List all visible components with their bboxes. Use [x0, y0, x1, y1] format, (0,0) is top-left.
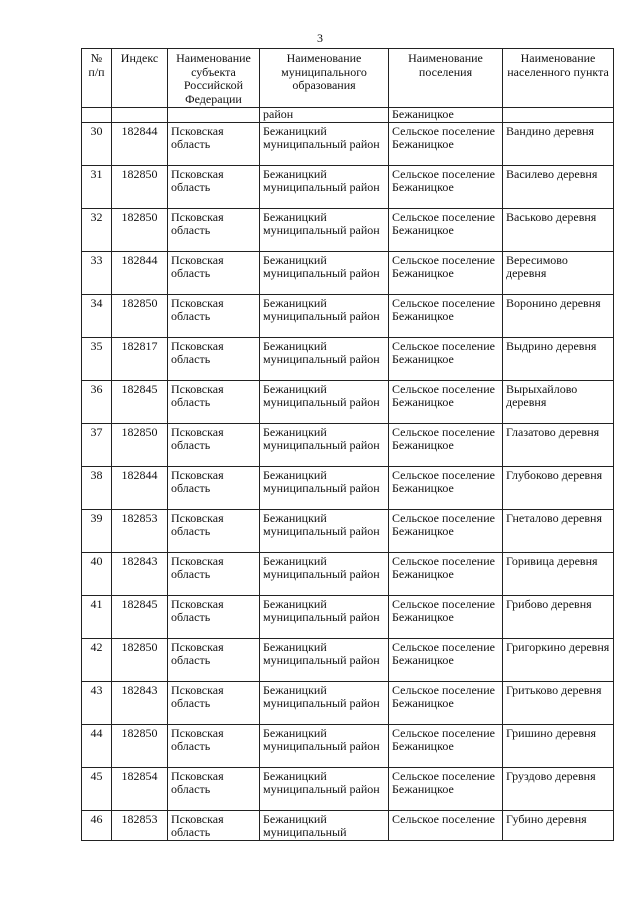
locality-table	[81, 48, 614, 841]
cell-settlement: Сельское поселение Бежаницкое	[389, 638, 503, 681]
cell-settlement: Сельское поселение Бежаницкое	[389, 595, 503, 638]
cell-settlement: Сельское поселение Бежаницкое	[389, 681, 503, 724]
table-row	[82, 552, 614, 595]
cell-index: 182844	[112, 466, 168, 509]
cell-municipality: Бежаницкий муниципальный район	[260, 638, 389, 681]
cell-num: 32	[82, 208, 112, 251]
cell-index: 182850	[112, 294, 168, 337]
cell-num: 38	[82, 466, 112, 509]
cell-subject: Псковская область	[168, 767, 260, 810]
header-locality: Наименование населенного пункта	[503, 49, 614, 108]
cell-municipality: Бежаницкий муниципальный район	[260, 380, 389, 423]
table-row	[82, 638, 614, 681]
cell-index: 182845	[112, 595, 168, 638]
cell-subject: Псковская область	[168, 681, 260, 724]
cell-num: 43	[82, 681, 112, 724]
cell-municipality: Бежаницкий муниципальный район	[260, 767, 389, 810]
table-row	[82, 251, 614, 294]
cell-num: 34	[82, 294, 112, 337]
cell-index: 182845	[112, 380, 168, 423]
table-row	[82, 595, 614, 638]
cell-subject: Псковская область	[168, 337, 260, 380]
cell-index	[112, 108, 168, 123]
table-row	[82, 165, 614, 208]
header-num: № п/п	[82, 49, 112, 108]
cell-locality: Груздово деревня	[503, 767, 614, 810]
header-settlement: Наименование поселения	[389, 49, 503, 108]
cell-num	[82, 108, 112, 123]
cell-index: 182850	[112, 208, 168, 251]
cell-subject: Псковская область	[168, 122, 260, 165]
cell-settlement: Сельское поселение Бежаницкое	[389, 767, 503, 810]
cell-index: 182850	[112, 638, 168, 681]
cell-settlement: Сельское поселение Бежаницкое	[389, 122, 503, 165]
cell-locality: Григоркино деревня	[503, 638, 614, 681]
cell-num: 37	[82, 423, 112, 466]
cell-locality: Горивица деревня	[503, 552, 614, 595]
cell-municipality: Бежаницкий муниципальный район	[260, 294, 389, 337]
cell-subject: Псковская область	[168, 595, 260, 638]
cell-settlement: Сельское поселение Бежаницкое	[389, 509, 503, 552]
cell-locality	[503, 108, 614, 123]
cell-municipality: Бежаницкий муниципальный район	[260, 466, 389, 509]
cell-subject: Псковская область	[168, 380, 260, 423]
cell-subject: Псковская область	[168, 208, 260, 251]
cell-num: 36	[82, 380, 112, 423]
cell-settlement: Сельское поселение Бежаницкое	[389, 423, 503, 466]
cell-num: 44	[82, 724, 112, 767]
header-municipality: Наименование муниципального образования	[260, 49, 389, 108]
cell-locality: Вырыхайлово деревня	[503, 380, 614, 423]
table-header-row	[82, 49, 614, 108]
cell-index: 182854	[112, 767, 168, 810]
cell-municipality: Бежаницкий муниципальный район	[260, 423, 389, 466]
cell-locality: Вандино деревня	[503, 122, 614, 165]
cell-locality: Васьково деревня	[503, 208, 614, 251]
cell-municipality: Бежаницкий муниципальный район	[260, 595, 389, 638]
cell-locality: Глубоково деревня	[503, 466, 614, 509]
cell-num: 39	[82, 509, 112, 552]
header-subject: Наименование субъекта Российской Федерации	[168, 49, 260, 108]
cell-settlement: Сельское поселение Бежаницкое	[389, 294, 503, 337]
cell-municipality: Бежаницкий муниципальный район	[260, 337, 389, 380]
cell-settlement: Сельское поселение Бежаницкое	[389, 165, 503, 208]
cell-subject: Псковская область	[168, 638, 260, 681]
cell-municipality: Бежаницкий муниципальный район	[260, 208, 389, 251]
table-row	[82, 122, 614, 165]
table-row	[82, 466, 614, 509]
cell-municipality: Бежаницкий муниципальный район	[260, 681, 389, 724]
table-row-continuation	[82, 108, 614, 123]
table-row	[82, 337, 614, 380]
cell-index: 182850	[112, 724, 168, 767]
cell-subject: Псковская область	[168, 165, 260, 208]
table-body	[82, 108, 614, 841]
cell-settlement: Сельское поселение Бежаницкое	[389, 466, 503, 509]
cell-subject: Псковская область	[168, 466, 260, 509]
cell-municipality: Бежаницкий муниципальный	[260, 810, 389, 840]
cell-municipality: Бежаницкий муниципальный район	[260, 552, 389, 595]
cell-municipality: Бежаницкий муниципальный район	[260, 165, 389, 208]
cell-subject: Псковская область	[168, 423, 260, 466]
cell-municipality: Бежаницкий муниципальный район	[260, 122, 389, 165]
cell-locality: Губино деревня	[503, 810, 614, 840]
cell-subject: Псковская область	[168, 294, 260, 337]
cell-municipality: район	[260, 108, 389, 123]
cell-locality: Глазатово деревня	[503, 423, 614, 466]
cell-settlement: Сельское поселение Бежаницкое	[389, 251, 503, 294]
cell-index: 182853	[112, 810, 168, 840]
cell-municipality: Бежаницкий муниципальный район	[260, 251, 389, 294]
cell-index: 182850	[112, 423, 168, 466]
cell-index: 182843	[112, 681, 168, 724]
cell-locality: Вересимово деревня	[503, 251, 614, 294]
cell-index: 182843	[112, 552, 168, 595]
cell-num: 35	[82, 337, 112, 380]
cell-index: 182850	[112, 165, 168, 208]
cell-num: 46	[82, 810, 112, 840]
cell-locality: Грибово деревня	[503, 595, 614, 638]
cell-settlement: Сельское поселение Бежаницкое	[389, 724, 503, 767]
cell-num: 45	[82, 767, 112, 810]
cell-num: 40	[82, 552, 112, 595]
cell-index: 182853	[112, 509, 168, 552]
cell-num: 30	[82, 122, 112, 165]
cell-locality: Выдрино деревня	[503, 337, 614, 380]
table-row	[82, 423, 614, 466]
cell-municipality: Бежаницкий муниципальный район	[260, 509, 389, 552]
table-row	[82, 380, 614, 423]
cell-index: 182844	[112, 122, 168, 165]
cell-locality: Василево деревня	[503, 165, 614, 208]
cell-num: 33	[82, 251, 112, 294]
cell-locality: Гнеталово деревня	[503, 509, 614, 552]
table-row	[82, 208, 614, 251]
cell-settlement: Бежаницкое	[389, 108, 503, 123]
cell-index: 182844	[112, 251, 168, 294]
cell-num: 41	[82, 595, 112, 638]
cell-settlement: Сельское поселение Бежаницкое	[389, 337, 503, 380]
cell-num: 31	[82, 165, 112, 208]
page-number: 3	[317, 31, 323, 45]
table-row	[82, 509, 614, 552]
header-index: Индекс	[112, 49, 168, 108]
cell-locality: Гритьково деревня	[503, 681, 614, 724]
table-row	[82, 724, 614, 767]
cell-index: 182817	[112, 337, 168, 380]
cell-subject: Псковская область	[168, 810, 260, 840]
cell-subject	[168, 108, 260, 123]
cell-subject: Псковская область	[168, 251, 260, 294]
table-row	[82, 294, 614, 337]
cell-municipality: Бежаницкий муниципальный район	[260, 724, 389, 767]
cell-settlement: Сельское поселение Бежаницкое	[389, 552, 503, 595]
cell-subject: Псковская область	[168, 552, 260, 595]
table-row	[82, 681, 614, 724]
cell-settlement: Сельское поселение	[389, 810, 503, 840]
cell-settlement: Сельское поселение Бежаницкое	[389, 380, 503, 423]
cell-settlement: Сельское поселение Бежаницкое	[389, 208, 503, 251]
cell-subject: Псковская область	[168, 724, 260, 767]
cell-locality: Гришино деревня	[503, 724, 614, 767]
table-row	[82, 810, 614, 840]
cell-locality: Воронино деревня	[503, 294, 614, 337]
cell-subject: Псковская область	[168, 509, 260, 552]
table-row	[82, 767, 614, 810]
cell-num: 42	[82, 638, 112, 681]
